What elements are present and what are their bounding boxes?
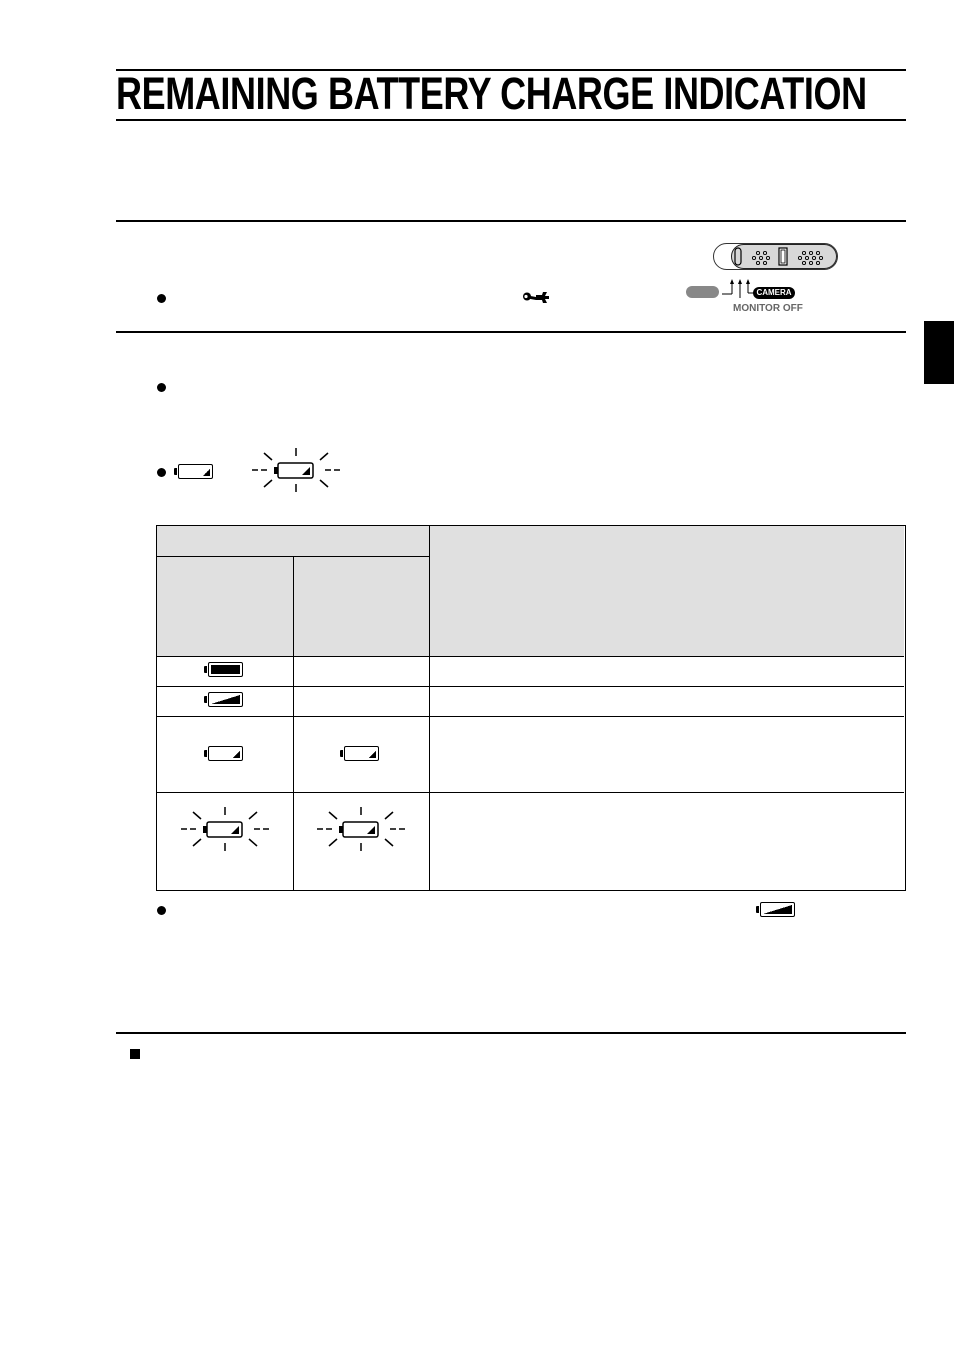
table-rule-2 — [157, 686, 904, 687]
off-position-marker — [686, 286, 719, 298]
table-header-group — [157, 526, 904, 656]
battery-indication-table — [156, 525, 906, 891]
section-rule-1 — [116, 220, 906, 222]
battery-half-icon — [208, 692, 244, 707]
chapter-tab — [924, 321, 954, 384]
bullet-2 — [157, 383, 166, 392]
camera-mode-badge: CAMERA — [753, 287, 795, 299]
table-rule-3 — [157, 716, 904, 717]
table-vrule-sub — [293, 556, 294, 890]
bullet-3 — [157, 468, 166, 477]
battery-low-icon — [178, 464, 214, 479]
table-rule-4 — [157, 792, 904, 793]
battery-low-icon — [344, 746, 380, 761]
page-title: REMAINING BATTERY CHARGE INDICATION — [116, 68, 867, 119]
title-bottom-rule — [116, 119, 906, 121]
battery-full-icon — [208, 662, 244, 677]
wrench-icon — [523, 288, 549, 306]
switch-position-arrows-icon — [720, 278, 756, 300]
note-square-bullet — [130, 1049, 140, 1059]
switch-knob — [731, 244, 837, 269]
table-vrule-main — [429, 526, 430, 890]
section-rule-3 — [116, 1032, 906, 1034]
battery-low-blinking-icon — [315, 805, 407, 855]
switch-knob-grip-icon — [732, 245, 836, 268]
battery-low-blinking-icon — [250, 446, 342, 496]
table-rule-1 — [157, 656, 904, 657]
bullet-1 — [157, 294, 166, 303]
monitor-off-label: MONITOR OFF — [733, 303, 803, 314]
section-rule-2 — [116, 331, 906, 333]
bullet-4 — [157, 906, 166, 915]
battery-low-blinking-icon — [179, 805, 271, 855]
mode-switch-graphic — [686, 240, 846, 320]
battery-half-icon — [760, 902, 796, 917]
battery-low-icon — [208, 746, 244, 761]
